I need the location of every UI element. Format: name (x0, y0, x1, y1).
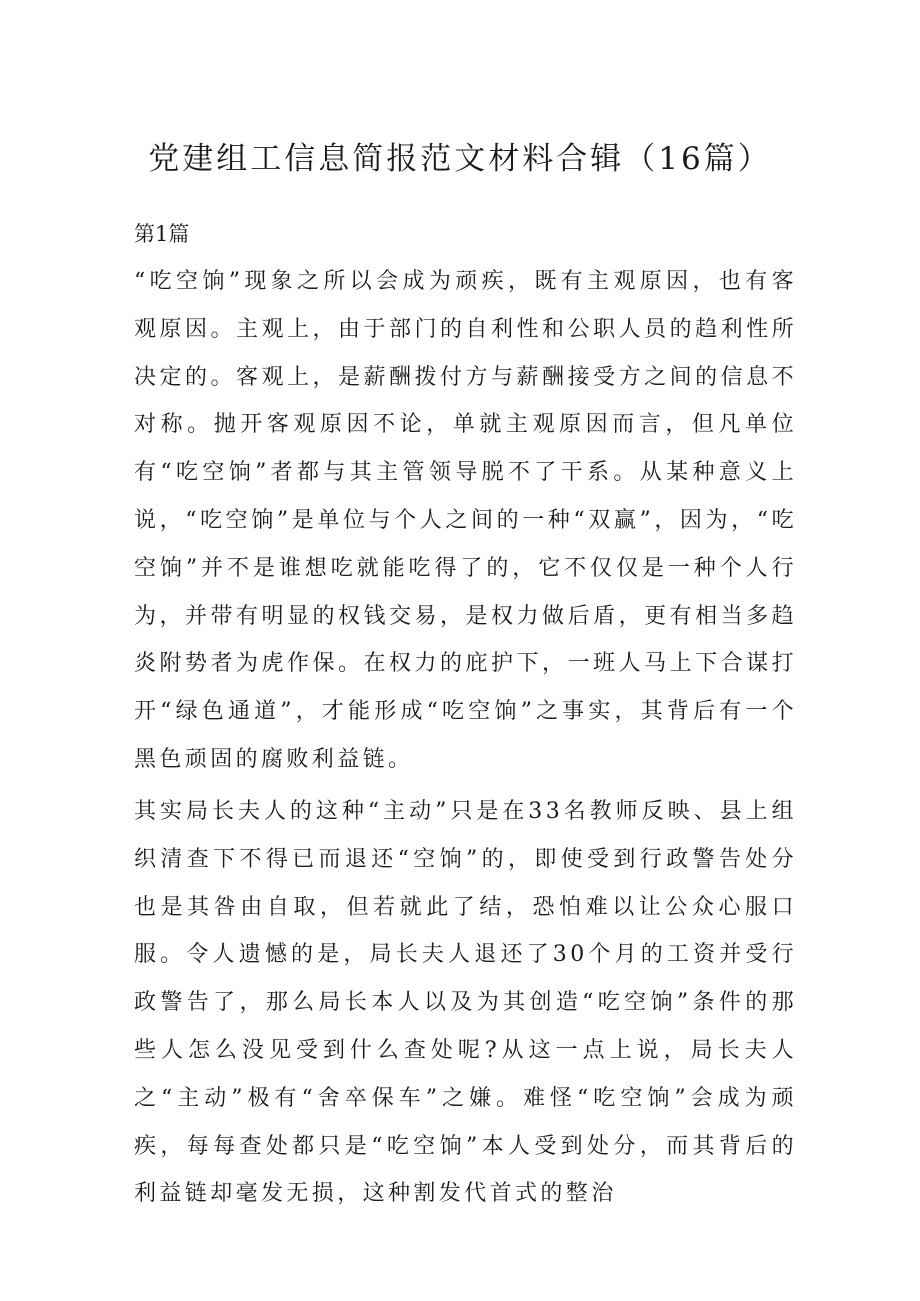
document-title: 党建组工信息简报范文材料合辑（16篇） (148, 141, 772, 177)
paragraph: “吃空饷”现象之所以会成为顽疾，既有主观原因，也有客观原因。主观上，由于部门的自利性和公职人员的趋利性所决定的。客观上，是薪酬拨付方与薪酬接受方之间的信息不对称。抛开客观原因不论，单就主观原因而言，但凡单位有“吃空饷”者都与其主管领导脱不了干系。从某种意义上说，“吃空饷”是单位与个人之间的一种“双赢”，因为，“吃空饷”并不是谁想吃就能吃得了的，它不仅仅是一种个人行为，并带有明显的权钱交易，是权力做后盾，更有相当多趋炎附势者为虎作保。在权力的庇护下，一班人马上下合谋打开“绿色通道”，才能形成“吃空饷”之事实，其背后有一个黑色顽固的腐败利益链。 (134, 269, 797, 772)
paragraph: 其实局长夫人的这种“主动”只是在33名教师反映、县上组织清查下不得已而退还“空饷”的，即使受到行政警告处分也是其咎由自取，但若就此了结，恐怕难以让公众心服口服。令人遗憾的是，局长夫人退还了30个月的工资并受行政警告了，那么局长本人以及为其创造“吃空饷”条件的那些人怎么没见受到什么查处呢?从这一点上说，局长夫人之“主动”极有“舍卒保车”之嫌。难怪“吃空饷”会成为顽疾，每每查处都只是“吃空饷”本人受到处分，而其背后的利益链却毫发无损，这种割发代首式的整治 (134, 799, 797, 1207)
section-label: 第1篇 (134, 222, 190, 246)
